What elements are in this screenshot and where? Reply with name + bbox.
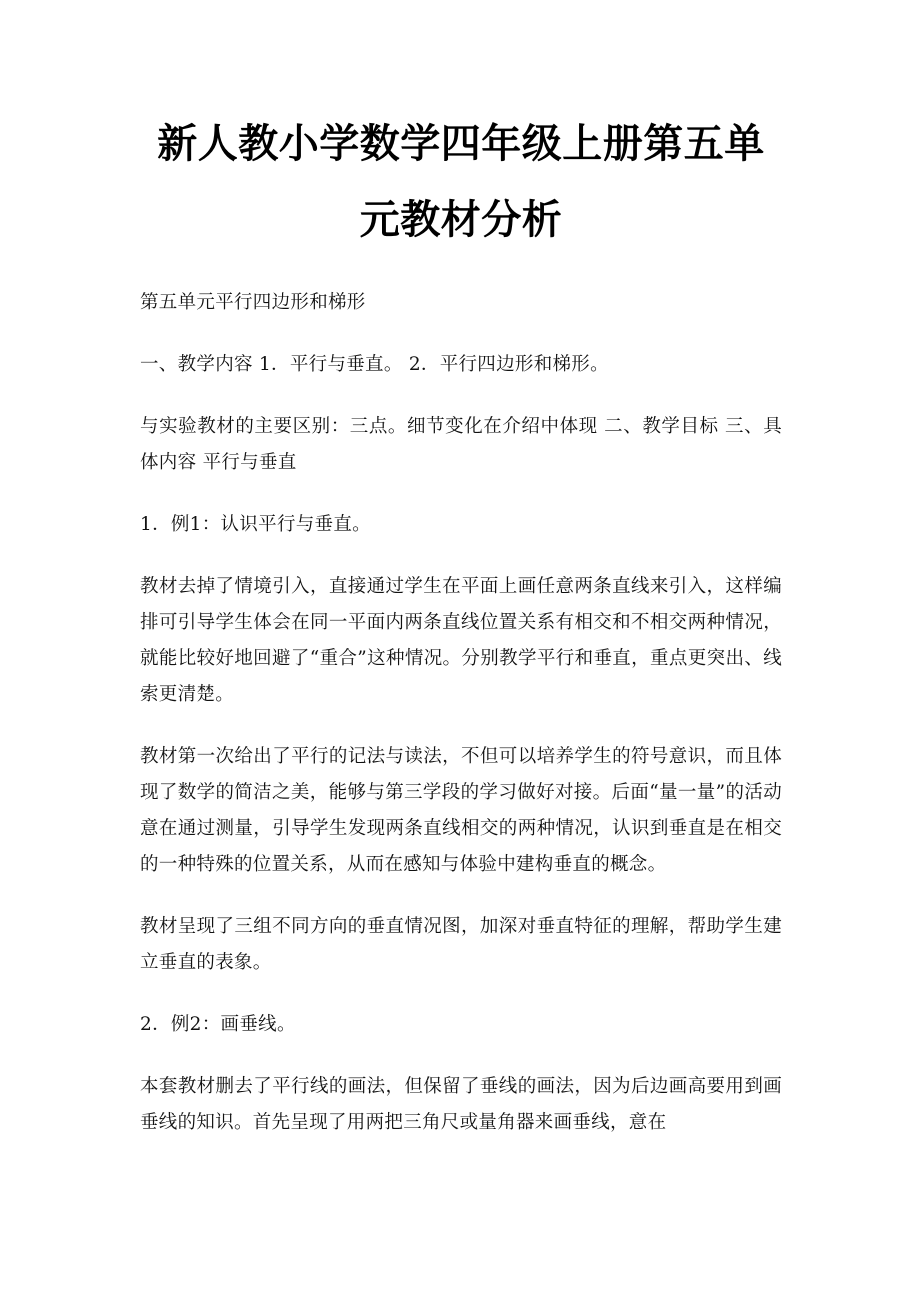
- section-heading: 第五单元平行四边形和梯形: [140, 292, 366, 313]
- document-title: 新人教小学数学四年级上册第五单元教材分析: [157, 121, 765, 243]
- example-1-paragraph-3: 教材呈现了三组不同方向的垂直情况图，加深对垂直特征的理解，帮助学生建立垂直的表象。: [140, 916, 782, 973]
- document-body: [140, 285, 782, 1141]
- example-2-heading: 2．例2：画垂线。: [140, 1014, 296, 1035]
- teaching-content-paragraph: 一、教学内容 1．平行与垂直。 2．平行四边形和梯形。: [140, 354, 609, 375]
- example-1-paragraph-2: 教材第一次给出了平行的记法与读法，不但可以培养学生的符号意识，而且体现了数学的简洁之美，能够与第三学段的学习做好对接。后面“量一量”的活动意在通过测量，引导学生发现两条直线相交的两种情况，认识到垂直是在相交的一种特殊的位置关系，从而在感知与体验中建构垂直的概念。: [140, 746, 782, 875]
- example-1-heading: 1．例1：认识平行与垂直。: [140, 514, 371, 535]
- differences-paragraph: 与实验教材的主要区别：三点。细节变化在介绍中体现 二、教学目标 三、具体内容 平行与垂直: [140, 416, 782, 473]
- example-2-paragraph-1: 本套教材删去了平行线的画法，但保留了垂线的画法，因为后边画高要用到画垂线的知识。首先呈现了用两把三角尺或量角器来画垂线，意在: [140, 1076, 782, 1133]
- example-1-paragraph-1: 教材去掉了情境引入，直接通过学生在平面上画任意两条直线来引入，这样编排可引导学生体会在同一平面内两条直线位置关系有相交和不相交两种情况，就能比较好地回避了“重合”这种情况。分别教学平行和垂直，重点更突出、线索更清楚。: [140, 576, 782, 705]
